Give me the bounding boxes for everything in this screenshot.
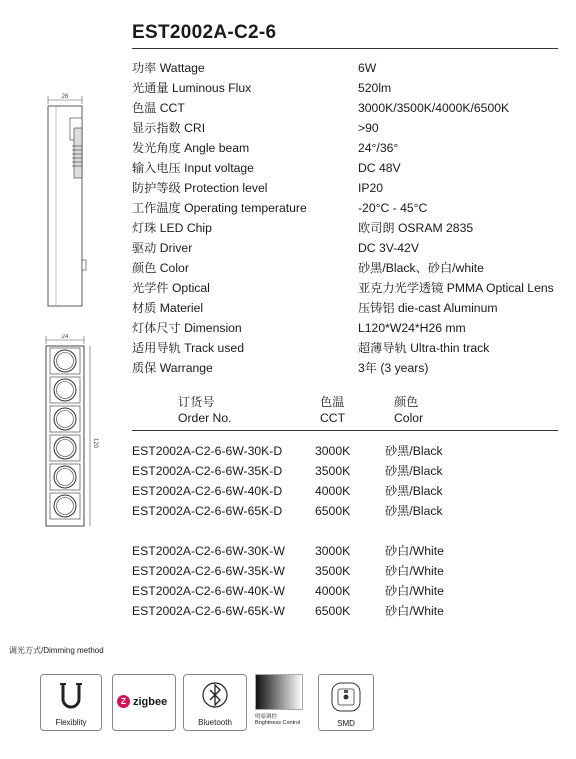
spec-label: 灯体尺寸 Dimension bbox=[132, 321, 242, 335]
spec-row bbox=[132, 298, 572, 318]
color-header bbox=[394, 394, 423, 426]
order-color: 砂白/White bbox=[385, 604, 444, 618]
spec-row bbox=[132, 338, 572, 358]
dimming-method-label: 调光方式/Dimming method bbox=[9, 646, 104, 655]
spec-row bbox=[132, 78, 572, 98]
spec-label: 输入电压 Input voltage bbox=[132, 161, 254, 175]
order-cct: 6500K bbox=[315, 504, 351, 518]
spec-value: 3年 (3 years) bbox=[358, 361, 429, 375]
spec-row bbox=[132, 178, 572, 198]
spec-label: 颜色 Color bbox=[132, 261, 189, 275]
spec-row bbox=[132, 118, 572, 138]
order-table bbox=[132, 441, 562, 621]
order-number: EST2002A-C2-6-6W-35K-D bbox=[132, 464, 283, 478]
order-color: 砂黑/Black bbox=[385, 464, 443, 478]
spec-value: 3000K/3500K/4000K/6500K bbox=[358, 101, 510, 115]
bluetooth-icon bbox=[184, 675, 246, 715]
side-width-label: 26 bbox=[61, 94, 69, 100]
order-cct: 3500K bbox=[315, 464, 351, 478]
spec-label: 防护等级 Protection level bbox=[132, 181, 268, 195]
order-cct: 3500K bbox=[315, 564, 351, 578]
spec-value: DC 3V-42V bbox=[358, 241, 419, 255]
front-length-label: 120 bbox=[92, 438, 98, 449]
order-header-divider bbox=[132, 430, 558, 431]
spec-label: 显示指数 CRI bbox=[132, 121, 206, 135]
bluetooth-badge bbox=[183, 674, 247, 731]
zigbee-icon: Z bbox=[117, 695, 130, 708]
order-group-gap bbox=[132, 521, 562, 541]
order-number: EST2002A-C2-6-6W-30K-D bbox=[132, 444, 283, 458]
order-row bbox=[132, 441, 562, 461]
spec-value: 亚克力光学透镜 PMMA Optical Lens bbox=[358, 281, 554, 295]
spec-value: 欧司朗 OSRAM 2835 bbox=[358, 221, 474, 235]
order-cct: 3000K bbox=[315, 444, 351, 458]
order-cct: 6500K bbox=[315, 604, 351, 618]
spec-value: >90 bbox=[358, 121, 379, 135]
smd-label: SMD bbox=[337, 719, 355, 728]
order-color: 砂黑/Black bbox=[385, 504, 443, 518]
spec-row bbox=[132, 318, 572, 338]
order-color: 砂黑/Black bbox=[385, 484, 443, 498]
spec-row bbox=[132, 58, 572, 78]
spec-value: 压铸铝 die-cast Aluminum bbox=[358, 301, 498, 315]
spec-label: 色温 CCT bbox=[132, 101, 185, 115]
order-number: EST2002A-C2-6-6W-40K-D bbox=[132, 484, 283, 498]
order-cct: 3000K bbox=[315, 544, 351, 558]
order-row bbox=[132, 501, 562, 521]
cct-header bbox=[320, 394, 345, 426]
order-number: EST2002A-C2-6-6W-35K-W bbox=[132, 564, 285, 578]
order-no-header-cn: 订货号 bbox=[178, 395, 215, 409]
spec-row bbox=[132, 98, 572, 118]
flexibility-label: Flexiblity bbox=[55, 718, 87, 727]
order-row bbox=[132, 481, 562, 501]
spec-row bbox=[132, 358, 572, 378]
title-divider bbox=[132, 48, 558, 49]
spec-value: 6W bbox=[358, 61, 377, 75]
smd-badge bbox=[318, 674, 374, 731]
order-row bbox=[132, 461, 562, 481]
brightness-badge bbox=[255, 674, 307, 729]
brightness-gradient-icon bbox=[255, 674, 303, 710]
spec-value: DC 48V bbox=[358, 161, 401, 175]
order-color: 砂黑/Black bbox=[385, 444, 443, 458]
order-color: 砂白/White bbox=[385, 584, 444, 598]
front-view-drawing bbox=[40, 334, 100, 534]
brightness-label-en: Brightness Control bbox=[255, 720, 301, 726]
order-cct: 4000K bbox=[315, 584, 351, 598]
spec-row bbox=[132, 138, 572, 158]
order-color: 砂白/White bbox=[385, 564, 444, 578]
spec-row bbox=[132, 218, 572, 238]
spec-row bbox=[132, 198, 572, 218]
magnet-icon bbox=[41, 675, 101, 715]
brightness-label-cn: 明暗调控 bbox=[255, 714, 278, 720]
spec-label: 质保 Warrange bbox=[132, 361, 213, 375]
product-title: EST2002A-C2-6 bbox=[132, 22, 277, 43]
spec-row bbox=[132, 258, 572, 278]
spec-row bbox=[132, 278, 572, 298]
spec-value: L120*W24*H26 mm bbox=[358, 321, 466, 335]
color-header-cn: 颜色 bbox=[394, 395, 419, 409]
spec-label: 发光角度 Angle beam bbox=[132, 141, 250, 155]
spec-label: 适用导轨 Track used bbox=[132, 341, 244, 355]
zigbee-label: zigbee bbox=[133, 695, 168, 708]
order-row bbox=[132, 581, 562, 601]
front-width-label: 24 bbox=[61, 334, 69, 340]
order-no-header bbox=[150, 394, 232, 426]
order-row bbox=[132, 601, 562, 621]
order-row bbox=[132, 541, 562, 561]
order-row bbox=[132, 561, 562, 581]
order-cct: 4000K bbox=[315, 484, 351, 498]
spec-value: IP20 bbox=[358, 181, 384, 195]
spec-label: 功率 Wattage bbox=[132, 61, 205, 75]
cct-header-en: CCT bbox=[320, 411, 346, 425]
spec-label: 光学件 Optical bbox=[132, 281, 210, 295]
spec-label: 材质 Materiel bbox=[132, 301, 204, 315]
spec-value: 超薄导轨 Ultra-thin track bbox=[358, 341, 490, 355]
order-color: 砂白/White bbox=[385, 544, 444, 558]
order-number: EST2002A-C2-6-6W-30K-W bbox=[132, 544, 285, 558]
order-number: EST2002A-C2-6-6W-65K-D bbox=[132, 504, 283, 518]
color-header-en: Color bbox=[394, 411, 424, 425]
zigbee-badge bbox=[112, 674, 176, 731]
spec-label: 灯珠 LED Chip bbox=[132, 221, 212, 235]
order-number: EST2002A-C2-6-6W-40K-W bbox=[132, 584, 285, 598]
side-view-drawing bbox=[34, 88, 104, 313]
spec-label: 驱动 Driver bbox=[132, 241, 193, 255]
order-number: EST2002A-C2-6-6W-65K-W bbox=[132, 604, 285, 618]
spec-value: 24°/36° bbox=[358, 141, 399, 155]
spec-value: 砂黑/Black、砂白/white bbox=[358, 261, 484, 275]
spec-value: 520lm bbox=[358, 81, 392, 95]
spec-row bbox=[132, 158, 572, 178]
flexibility-badge bbox=[40, 674, 102, 731]
spec-label: 光通量 Luminous Flux bbox=[132, 81, 252, 95]
spec-value: -20°C - 45°C bbox=[358, 201, 428, 215]
spec-row bbox=[132, 238, 572, 258]
smd-chip-icon bbox=[319, 675, 373, 717]
spec-label: 工作温度 Operating temperature bbox=[132, 201, 307, 215]
spec-list bbox=[132, 58, 572, 378]
cct-header-cn: 色温 bbox=[320, 395, 345, 409]
bluetooth-label: Bluetooth bbox=[198, 718, 232, 727]
order-no-header-en: Order No. bbox=[178, 411, 232, 425]
